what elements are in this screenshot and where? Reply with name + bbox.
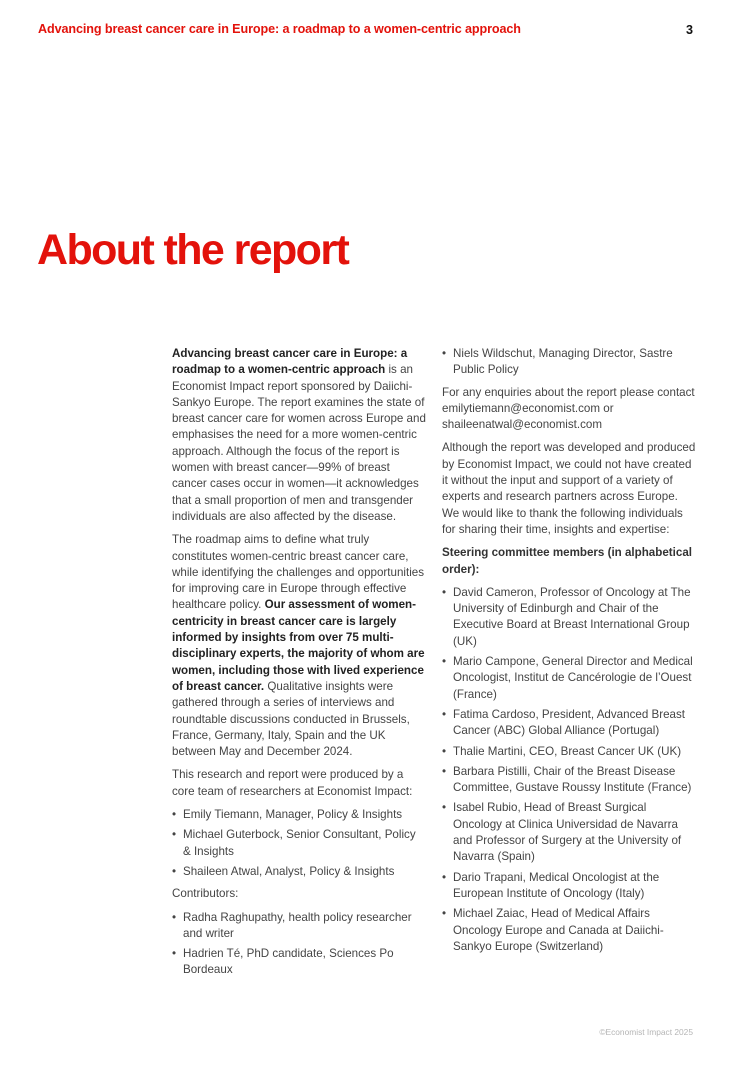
list-item: • Fatima Cardoso, President, Advanced Breast Cancer (ABC) Global Alliance (Portugal) <box>442 707 685 738</box>
list-item: • Radha Raghupathy, health policy researcher and writer <box>172 910 412 940</box>
copyright-footer: ©Economist Impact 2025 <box>599 1027 693 1037</box>
steering-committee-heading: Steering committee members (in alphabetical order): <box>442 546 692 576</box>
steering-committee-list <box>442 585 696 955</box>
page-title: About the report <box>37 226 349 274</box>
intro-text: is an Economist Impact report sponsored by Daiichi-Sankyo Europe. The report examines the state of breast cancer care for women across Europe and emphasises the need for a more women-centric approach. Although the focus of the report is women with breast cancer—99% of breast cancer cases occur in women—it acknowledges that a small proportion of men and transgender individuals are also affected by the disease. <box>172 363 426 523</box>
acknowledgement-paragraph: Although the report was developed and produced by Economist Impact, we could not have created it without the input and support of a variety of experts and research partners across Europe. We would like to thank the following individuals for sharing their time, insights and expertise: <box>442 441 696 536</box>
list-item: • Michael Guterbock, Senior Consultant, Policy & Insights <box>172 828 416 858</box>
list-item: • Michael Zaiac, Head of Medical Affairs Oncology Europe and Canada at Daiichi-Sankyo Europe (Switzerland) <box>442 907 664 953</box>
list-item: • Niels Wildschut, Managing Director, Sastre Public Policy <box>442 347 673 377</box>
list-item: • Isabel Rubio, Head of Breast Surgical Oncology at Clinica Universidad de Navarra and Professor of Surgery at the University of Navarra (Spain) <box>442 801 682 864</box>
roadmap-text-b: Qualitative insights were gathered through a series of interviews and roundtable discussions conducted in Brussels, France, Germany, Italy, Spain and the UK between May and December 2024. <box>172 679 410 759</box>
page-number: 3 <box>685 23 693 37</box>
contributors-list <box>172 910 426 979</box>
core-team-intro: This research and report were produced by a core team of researchers at Economist Impact: <box>172 768 413 798</box>
roadmap-text-a: The roadmap aims to define what truly constitutes women-centric breast cancer care, while identifying the challenges and opportunities for improving care in Europe through effective healthcare policy. <box>172 533 425 612</box>
roadmap-paragraph <box>172 532 426 760</box>
intro-paragraph <box>172 346 426 525</box>
continued-list <box>442 346 696 379</box>
enquiries-paragraph: For any enquiries about the report please contact emilytiemann@economist.com or shaileenatwal@economist.com <box>442 385 695 432</box>
list-item: • Hadrien Té, PhD candidate, Sciences Po Bordeaux <box>172 947 394 977</box>
running-header-title: Advancing breast cancer care in Europe: a roadmap to a women-centric approach <box>38 22 521 36</box>
list-item: • David Cameron, Professor of Oncology at The University of Edinburgh and Chair of the Executive Board at Breast International Group (UK) <box>442 585 691 648</box>
left-column <box>172 346 426 985</box>
list-item: • Emily Tiemann, Manager, Policy & Insights <box>172 808 403 822</box>
list-item: • Thalie Martini, CEO, Breast Cancer UK (UK) <box>442 744 682 758</box>
list-item: • Barbara Pistilli, Chair of the Breast Disease Committee, Gustave Roussy Institute (France) <box>442 764 692 795</box>
right-column <box>442 346 696 961</box>
core-team-list <box>172 807 426 880</box>
roadmap-highlight: Our assessment of women-centricity in breast cancer care is largely informed by insights from over 75 multi-disciplinary experts, the majority of whom are women, including those with lived experience of breast cancer. <box>172 598 425 693</box>
report-name: Advancing breast cancer care in Europe: a roadmap to a women-centric approach <box>172 347 408 377</box>
list-item: • Dario Trapani, Medical Oncologist at the European Institute of Oncology (Italy) <box>442 870 660 900</box>
list-item: • Mario Campone, General Director and Medical Oncologist, Institut de Cancérologie de l’Ouest (France) <box>442 655 693 701</box>
contributors-label: Contributors: <box>172 887 239 901</box>
list-item: • Shaileen Atwal, Analyst, Policy & Insights <box>172 864 395 878</box>
